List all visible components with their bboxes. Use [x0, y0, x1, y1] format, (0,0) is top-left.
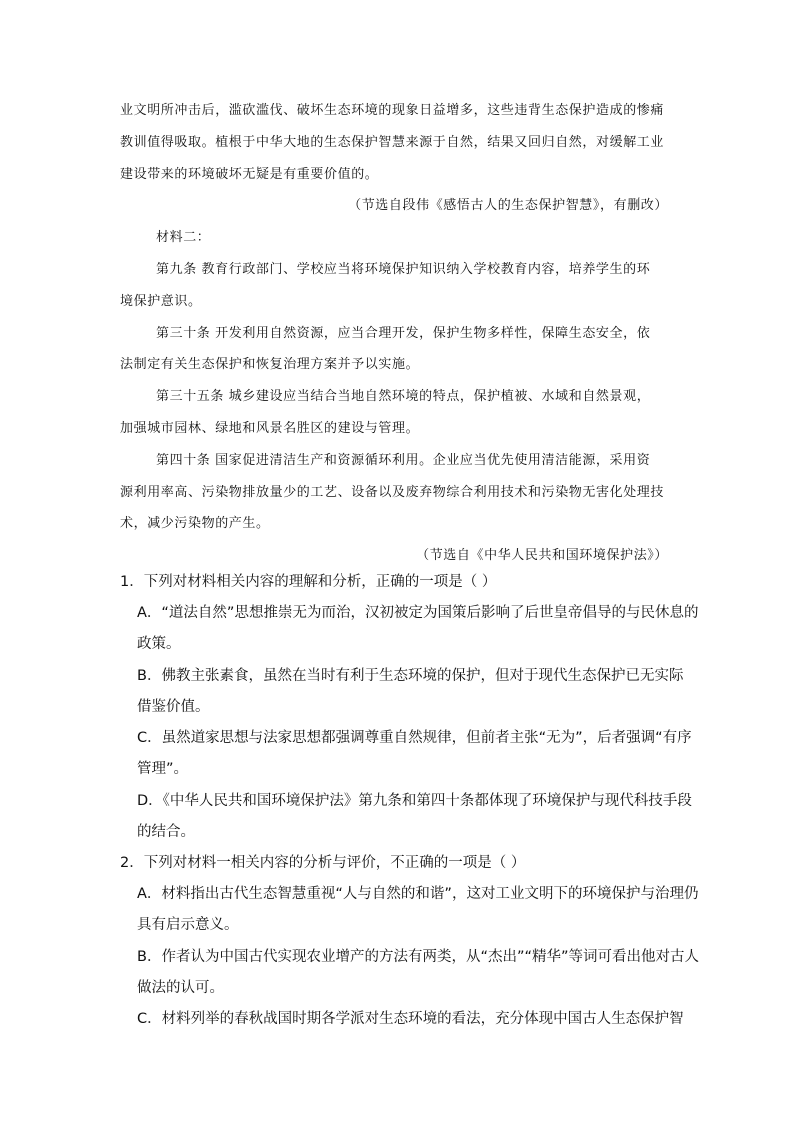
law-article: 第三十条 开发利用自然资源，应当合理开发，保护生物多样性，保障生态安全，依: [156, 326, 651, 341]
law-article: 加强城市园林、绿地和风景名胜区的建设与管理。: [120, 421, 420, 436]
option-a: A．“道法自然”思想推崇无为而治，汉初被定为国策后影响了后世皇帝倡导的与民休息的: [137, 605, 699, 621]
law-article: 第九条 教育行政部门、学校应当将环境保护知识纳入学校教育内容，培养学生的环: [156, 262, 651, 277]
option-b-cont: 做法的认可。: [137, 980, 224, 996]
option-a: A．材料指出古代生态智慧重视“人与自然的和谐”，这对工业文明下的环境保护与治理仍: [137, 886, 699, 902]
law-article: 源利用率高、污染物排放量少的工艺、设备以及废弃物综合利用技术和污染物无害化处理技: [120, 485, 665, 500]
passage-source: （节选自《中华人民共和国环境保护法》）: [416, 548, 668, 563]
material-heading: 材料二：: [156, 230, 211, 245]
passage-line: 业文明所冲击后，滥砍滥伐、破坏生态环境的现象日益增多，这些违背生态保护造成的惨痛: [120, 103, 665, 118]
question-stem: 1．下列对材料相关内容的理解和分析，正确的一项是（ ）: [120, 574, 497, 590]
option-d: D．《中华人民共和国环境保护法》第九条和第四十条都体现了环境保护与现代科技手段: [137, 793, 692, 809]
option-d-cont: 的结合。: [137, 824, 195, 840]
passage-source: （节选自段伟《感悟古人的生态保护智慧》，有删改）: [348, 198, 668, 213]
option-b-cont: 借鉴价值。: [137, 699, 210, 715]
option-c: C．虽然道家思想与法家思想都强调尊重自然规律，但前者主张“无为”，后者强调“有序: [137, 730, 692, 746]
law-article: 术，减少污染物的产生。: [120, 516, 270, 531]
law-article: 第四十条 国家促进清洁生产和资源循环利用。企业应当优先使用清洁能源，采用资: [156, 453, 651, 468]
law-article: 法制定有关生态保护和恢复治理方案并予以实施。: [120, 357, 420, 372]
option-b: B．作者认为中国古代实现农业增产的方法有两类，从“杰出”“精华”等词可看出他对古人: [137, 949, 699, 965]
passage-line: 建设带来的环境破坏无疑是有重要价值的。: [120, 167, 379, 182]
law-article: 第三十五条 城乡建设应当结合当地自然环境的特点，保护植被、水域和自然景观，: [156, 389, 651, 404]
option-b: B．佛教主张素食，虽然在当时有利于生态环境的保护，但对于现代生态保护已无实际: [137, 668, 684, 684]
option-c: C．材料列举的春秋战国时期各学派对生态环境的看法，充分体现中国古人生态保护智: [137, 1011, 684, 1027]
option-a-cont: 具有启示意义。: [137, 917, 239, 933]
option-a-cont: 政策。: [137, 636, 181, 652]
option-c-cont: 管理”。: [137, 761, 189, 777]
passage-line: 教训值得吸取。植根于中华大地的生态保护智慧来源于自然，结果又回归自然，对缓解工业: [120, 135, 665, 150]
law-article: 境保护意识。: [120, 294, 202, 309]
question-stem: 2．下列对材料一相关内容的分析与评价，不正确的一项是（ ）: [120, 855, 526, 871]
